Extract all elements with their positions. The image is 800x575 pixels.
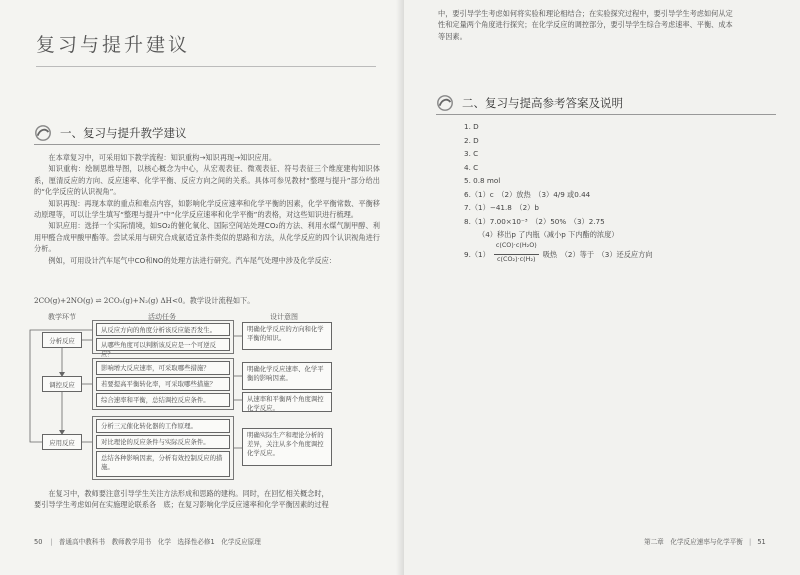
text-line: 在复习中，教师要注意引导学生关注方法形成和思路的建构。同时，在回忆相关概念时， <box>48 489 329 498</box>
section-title: 复习与提高参考答案及说明 <box>485 96 623 110</box>
diagram-header-intent: 设计意图 <box>270 313 298 321</box>
answer-prefix: 9.（1） <box>464 249 490 259</box>
right-footer: 第二章 化学反应速率与化学平衡 | 51 <box>644 538 766 546</box>
stage-analyze: 分析反应 <box>42 332 82 348</box>
section-rule <box>436 114 776 115</box>
footer-chapter: 第二章 化学反应速率与化学平衡 <box>644 538 743 546</box>
answer-item-9 <box>464 240 653 266</box>
answer-item: 1. D <box>464 122 479 131</box>
task-box: 综合速率和平衡，总结调控反应条件。 <box>96 393 230 407</box>
diagram-header-task: 活动任务 <box>148 313 176 321</box>
text-line: 性和定量两个角度进行探究；在化学反应的调控部分，要引导学生综合考虑速率、平衡、成本 <box>438 20 733 30</box>
task-box: 影响增大反应速率，可采取哪些措施？ <box>96 361 230 375</box>
text-line: 等因素。 <box>438 31 467 41</box>
paragraph: 在本章复习中，可采用如下教学流程：知识重构→知识再现→知识应用。 <box>48 153 277 162</box>
reaction-equation: 2CO(g)+2NO(g) ⇌ 2CO₂(g)+N₂(g) ΔH<0。教学设计流程如下。 <box>34 296 255 305</box>
answer-item: 3. C <box>464 149 479 158</box>
answer-item: 8.（1）7.00×10⁻³ （2）50% （3）2.75 <box>464 216 605 226</box>
answer-item: 2. D <box>464 135 479 145</box>
task-box: 总结各种影响因素，分析有效控制反应的措施。 <box>96 451 230 477</box>
answer-suffix: 吸热 （2）等于 （3）还反应方向 <box>542 249 653 259</box>
task-box: 从反应方向的角度分析该反应能否发生。 <box>96 323 230 336</box>
task-box: 若要提高平衡转化率，可采取哪些措施？ <box>96 377 230 391</box>
text-line: 要引导学生考虑如何在实施理论联系各 底；在复习影响化学反应速率和化学平衡因素的过程 <box>34 500 329 510</box>
paragraph: 知识应用：选择一个实际情境，如SO₂的催化氧化、国际空间站处理CO₂的方法、利用水煤气制甲醇、利用甲醛合成甲酸甲酯等。尝试采用与研究合成氨适宜条件类似的思路和方法，从化学反应的四个认识视角进行分析。 <box>34 221 380 254</box>
footer-text: 普通高中教科书 教师教学用书 化学 选择性必修1 化学反应原理 <box>58 538 261 546</box>
diagram-header-stage: 教学环节 <box>48 313 76 321</box>
task-box: 对比理论的反应条件与实际反应条件。 <box>96 435 230 449</box>
intent-box: 从速率和平衡两个角度调控化学反应。 <box>242 392 332 412</box>
answer-list <box>464 122 653 266</box>
page-number: 51 <box>757 538 766 546</box>
answer-item: 7.（1）−41.8 （2）b <box>464 203 539 212</box>
stage-regulate: 调控反应 <box>42 376 82 392</box>
paragraph: 知识再现：再现本章的重点和难点内容，如影响化学反应速率和化学平衡的因素，化学平衡常数、平衡移动原理等，可以让学生填写“整理与提升”中“化学反应速率和化学平衡”的表格，对这些知识进行梳理。 <box>34 198 380 220</box>
continued-paragraph <box>438 8 778 42</box>
answer-item: 4. C <box>464 162 479 172</box>
page-number: 50 <box>34 538 43 546</box>
section-heading-2 <box>436 94 623 112</box>
intent-box: 明确化学反应的方向和化学平衡的知识。 <box>242 322 332 350</box>
section-number: 二、 <box>462 96 485 110</box>
section-number: 一、 <box>60 126 83 140</box>
fraction-numerator: c(CO)·c(H₂O) <box>494 241 539 256</box>
answer-item: （4）移出p 了内瓶（减小p 下内酯的浓度） <box>478 230 619 239</box>
intent-box: 明确化学反应速率、化学平衡的影响因素。 <box>242 362 332 390</box>
right-page <box>404 0 800 575</box>
paragraph: 知识重构：绘制思维导图，以核心概念为中心，从宏观表征、微观表征、符号表征三个维度建构知识体系，厘清反应的方向、反应速率、化学平衡、反应方向之间的关系。具体可参见教材“整理与提升”部分给出的“化学反应的认识视角”。 <box>34 164 380 197</box>
task-box: 从哪些角度可以判断该反应是一个可逆反应？ <box>96 338 230 351</box>
equilibrium-fraction <box>494 241 539 269</box>
fraction-denominator: c(CO₂)·c(H₂) <box>497 255 536 263</box>
paragraph: 例如，可用设计汽车尾气中CO和NO的处理方法进行研究。汽车尾气处理中涉及化学反应： <box>48 255 337 265</box>
left-footer: 50 | 普通高中教科书 教师教学用书 化学 选择性必修1 化学反应原理 <box>34 538 261 546</box>
bottom-paragraph <box>34 488 380 511</box>
swirl-icon <box>436 94 454 112</box>
text-line: 中，要引导学生考虑如何将实验和理论相结合；在实验探究过程中，要引导学生考虑如何从定 <box>438 9 733 18</box>
answer-item: 5. 0.8 mol <box>464 176 501 185</box>
answer-item: 6.（1）c （2）放热 （3）4/9 或0.44 <box>464 189 591 199</box>
section-title: 复习与提升教学建议 <box>83 126 187 140</box>
task-box: 分析三元催化转化器的工作原理。 <box>96 419 230 433</box>
stage-apply: 应用反应 <box>42 434 82 450</box>
chapter-title: 复习与提升建议 <box>36 34 191 56</box>
intent-box: 明确实际生产和理论分析的差异，关注从多个角度调控化学反应。 <box>242 428 332 466</box>
